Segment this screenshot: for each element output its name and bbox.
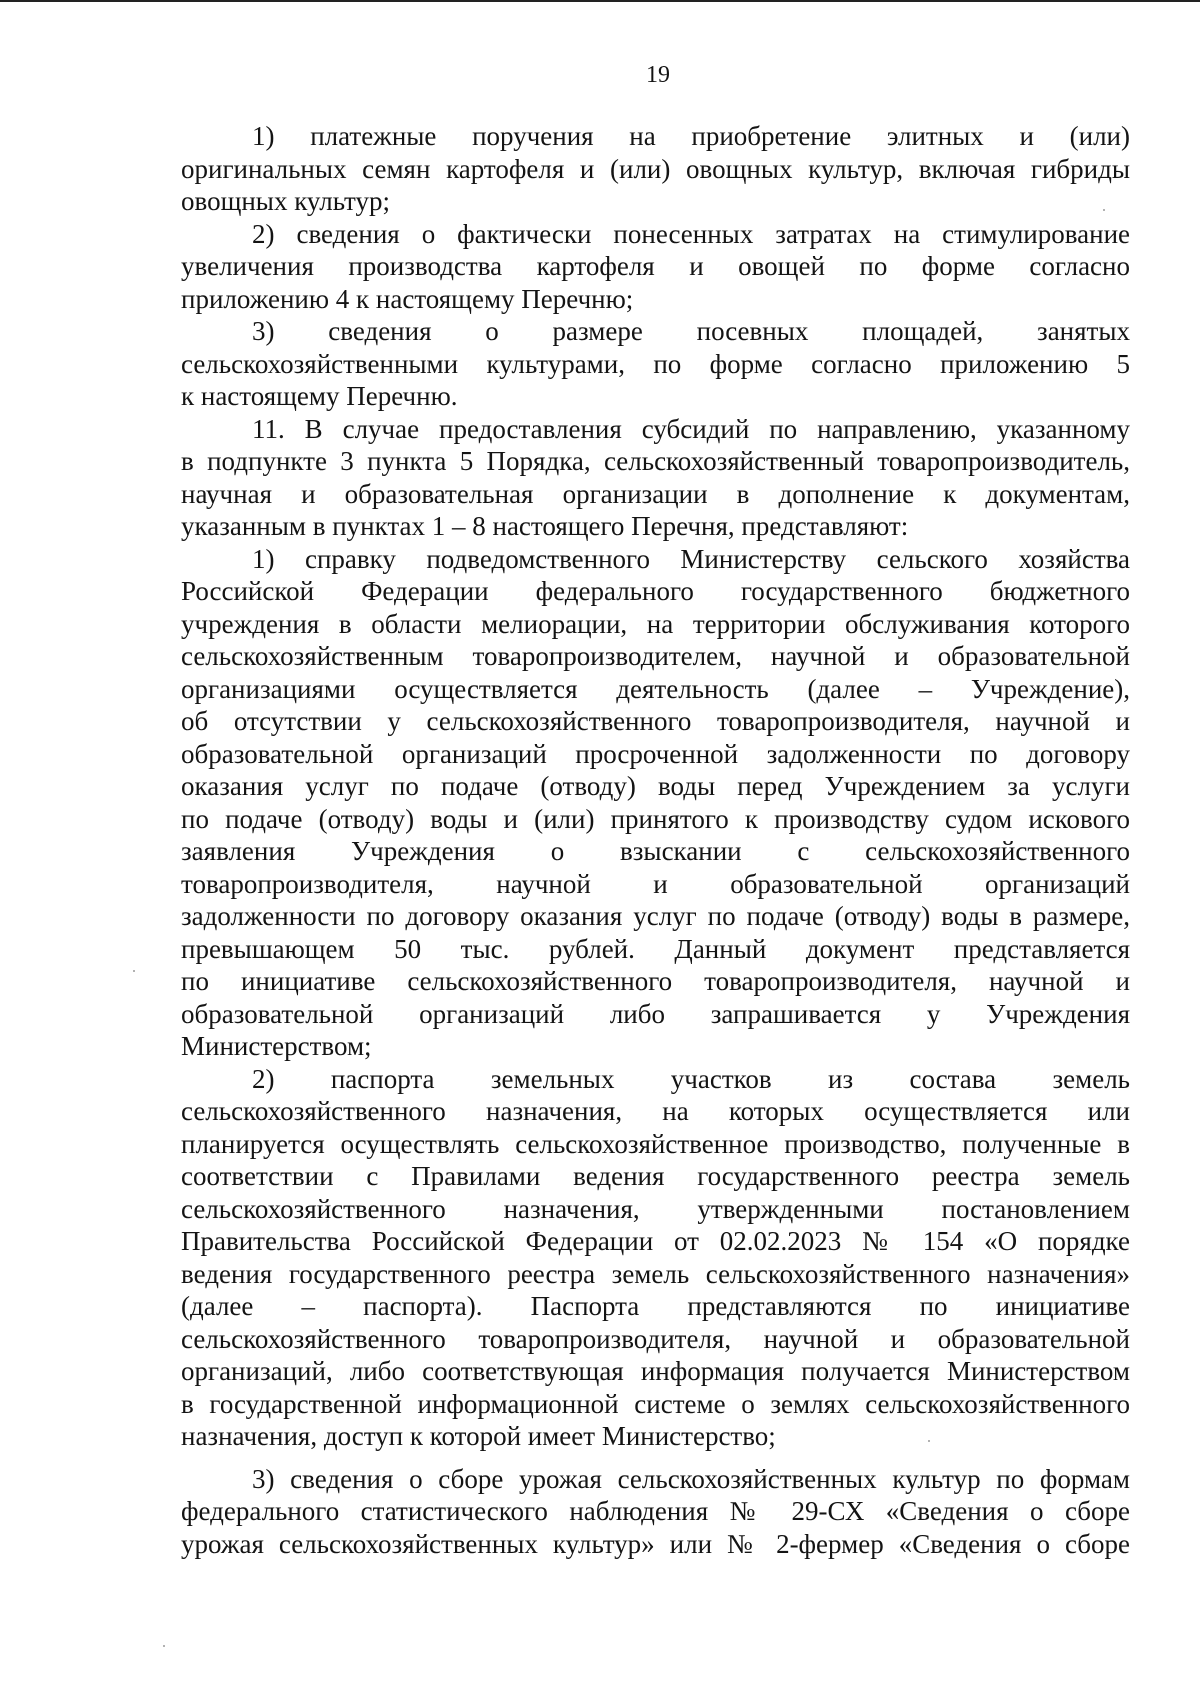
text-line: задолженности по договору оказания услуг по подаче (отводу) воды в размере, xyxy=(181,901,1130,931)
scan-speck xyxy=(1103,209,1105,211)
text-line: ведения государственного реестра земель сельскохозяйственного назначения» xyxy=(181,1258,1130,1289)
text-line: превышающем 50 тыс. рублей. Данный документ представляется xyxy=(181,933,1130,964)
paragraph-gap xyxy=(181,1453,1130,1463)
text-line: в подпункте 3 пункта 5 Порядка, сельскохозяйственный товаропроизводитель, xyxy=(181,446,1130,476)
text-line: сельскохозяйственным товаропроизводителем, научной и образовательной xyxy=(181,641,1130,671)
text-line: федерального статистического наблюдения № 29-СХ «Сведения о сборе xyxy=(181,1496,1130,1526)
text-line: овощных культур; xyxy=(181,186,390,216)
text-line: (далее – паспорта). Паспорта представляются по инициативе xyxy=(181,1291,1130,1321)
top-scan-edge xyxy=(0,0,1200,2)
text-line: организаций, либо соответствующая информация получается Министерством xyxy=(181,1356,1130,1386)
text-line: сельскохозяйственного назначения, утвержденными постановлением xyxy=(181,1193,1130,1224)
text-line: сельскохозяйственного товаропроизводителя, научной и образовательной xyxy=(181,1323,1130,1354)
text-line: назначения, доступ к которой имеет Министерство; xyxy=(181,1421,776,1451)
text-line: Российской Федерации федерального государственного бюджетного xyxy=(181,576,1130,606)
text-line: заявления Учреждения о взыскании с сельскохозяйственного xyxy=(181,836,1130,866)
text-line: об отсутствии у сельскохозяйственного товаропроизводителя, научной и xyxy=(181,706,1130,736)
text-line: сельскохозяйственного назначения, на которых осуществляется или xyxy=(181,1096,1130,1126)
paragraph-first-line: 1) платежные поручения на приобретение элитных и (или) xyxy=(252,121,1130,151)
paragraph-first-line: 1) справку подведомственного Министерству сельского хозяйства xyxy=(252,543,1130,574)
text-line: к настоящему Перечню. xyxy=(181,381,458,411)
paragraph-first-line: 3) сведения о размере посевных площадей, занятых xyxy=(252,316,1130,346)
text-line: урожая сельскохозяйственных культур» или № 2-фермер «Сведения о сборе xyxy=(181,1528,1130,1559)
text-line: образовательной организаций просроченной задолженности по договору xyxy=(181,738,1130,769)
text-line: в государственной информационной системе о землях сельскохозяйственного xyxy=(181,1388,1130,1419)
text-line: сельскохозяйственными культурами, по форме согласно приложению 5 xyxy=(181,348,1130,379)
text-line: оказания услуг по подаче (отводу) воды перед Учреждением за услуги xyxy=(181,771,1130,801)
page-number: 19 xyxy=(646,62,670,88)
paragraph-first-line: 11. В случае предоставления субсидий по направлению, указанному xyxy=(252,413,1130,444)
scan-speck xyxy=(163,1645,165,1647)
text-line: научная и образовательная организации в дополнение к документам, xyxy=(181,478,1130,509)
text-line: планируется осуществлять сельскохозяйственное производство, полученные в xyxy=(181,1128,1130,1159)
text-line: по подаче (отводу) воды и (или) принятого к производству судом искового xyxy=(181,803,1130,834)
text-line: соответствии с Правилами ведения государственного реестра земель xyxy=(181,1161,1130,1191)
paragraph-first-line: 2) паспорта земельных участков из состава земель xyxy=(252,1063,1130,1094)
text-line: учреждения в области мелиорации, на территории обслуживания которого xyxy=(181,608,1130,639)
text-line: образовательной организаций либо запрашивается у Учреждения xyxy=(181,998,1130,1029)
text-line: указанным в пунктах 1 – 8 настоящего Перечня, представляют: xyxy=(181,511,909,541)
text-line: Министерством; xyxy=(181,1031,372,1061)
paragraph-first-line: 3) сведения о сборе урожая сельскохозяйственных культур по формам xyxy=(252,1463,1130,1494)
text-line: оригинальных семян картофеля и (или) овощных культур, включая гибриды xyxy=(181,153,1130,184)
text-line: увеличения производства картофеля и овощей по форме согласно xyxy=(181,251,1130,281)
text-line: товаропроизводителя, научной и образовательной организаций xyxy=(181,868,1130,899)
text-line: Правительства Российской Федерации от 02.02.2023 № 154 «О порядке xyxy=(181,1226,1130,1256)
text-line: приложению 4 к настоящему Перечню; xyxy=(181,283,634,314)
scan-speck xyxy=(133,970,135,972)
paragraph-first-line: 2) сведения о фактически понесенных затратах на стимулирование xyxy=(252,218,1130,249)
text-line: по инициативе сельскохозяйственного товаропроизводителя, научной и xyxy=(181,966,1130,996)
text-line: организациями осуществляется деятельность (далее – Учреждение), xyxy=(181,673,1130,704)
scan-speck xyxy=(928,1440,930,1442)
document-body xyxy=(181,120,1130,1560)
